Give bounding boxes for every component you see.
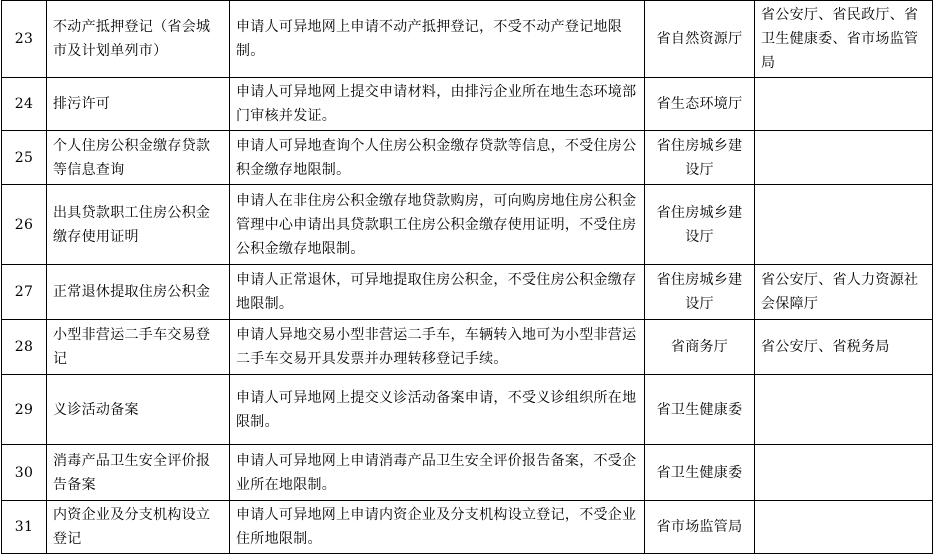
- row-number: 23: [2, 1, 47, 78]
- cooperating-departments: [755, 445, 933, 501]
- cooperating-departments: 省公安厅、省税务局: [755, 320, 933, 375]
- row-number: 27: [2, 265, 47, 320]
- table-row: [2, 265, 933, 320]
- lead-department: 省生态环境厅: [645, 78, 755, 131]
- lead-department: 省自然资源厅: [645, 1, 755, 78]
- row-number: 31: [2, 501, 47, 554]
- item-name: 消毒产品卫生安全评价报告备案: [47, 445, 230, 501]
- lead-department: 省市场监管局: [645, 501, 755, 554]
- item-description: 申请人异地交易小型非营运二手车，车辆转入地可为小型非营运二手车交易开具发票并办理转移登记手续。: [230, 320, 645, 375]
- item-name: 出具贷款职工住房公积金缴存使用证明: [47, 185, 230, 265]
- item-description: 申请人正常退休，可异地提取住房公积金，不受住房公积金缴存地限制。: [230, 265, 645, 320]
- row-number: 28: [2, 320, 47, 375]
- row-number: 29: [2, 375, 47, 445]
- services-table: [1, 0, 933, 554]
- lead-department: 省住房城乡建设厅: [645, 265, 755, 320]
- item-name: 正常退休提取住房公积金: [47, 265, 230, 320]
- table-row: [2, 78, 933, 131]
- item-name: 个人住房公积金缴存贷款等信息查询: [47, 131, 230, 185]
- item-name: 不动产抵押登记（省会城市及计划单列市）: [47, 1, 230, 78]
- item-description: 申请人可异地网上提交申请材料，由排污企业所在地生态环境部门审核并发证。: [230, 78, 645, 131]
- item-name: 小型非营运二手车交易登记: [47, 320, 230, 375]
- cooperating-departments: [755, 185, 933, 265]
- table-row: [2, 320, 933, 375]
- lead-department: 省卫生健康委: [645, 445, 755, 501]
- lead-department: 省卫生健康委: [645, 375, 755, 445]
- row-number: 24: [2, 78, 47, 131]
- item-description: 申请人在非住房公积金缴存地贷款购房，可向购房地住房公积金管理中心申请出具贷款职工住房公积金缴存使用证明，不受住房公积金缴存地限制。: [230, 185, 645, 265]
- table-row: [2, 445, 933, 501]
- item-name: 排污许可: [47, 78, 230, 131]
- lead-department: 省商务厅: [645, 320, 755, 375]
- item-description: 申请人可异地网上申请不动产抵押登记，不受不动产登记地限制。: [230, 1, 645, 78]
- item-description: 申请人可异地查询个人住房公积金缴存贷款等信息，不受住房公积金缴存地限制。: [230, 131, 645, 185]
- lead-department: 省住房城乡建设厅: [645, 185, 755, 265]
- cooperating-departments: [755, 78, 933, 131]
- cooperating-departments: 省公安厅、省民政厅、省卫生健康委、省市场监管局: [755, 1, 933, 78]
- lead-department: 省住房城乡建设厅: [645, 131, 755, 185]
- row-number: 25: [2, 131, 47, 185]
- item-description: 申请人可异地网上申请消毒产品卫生安全评价报告备案，不受企业所在地限制。: [230, 445, 645, 501]
- table-row: [2, 131, 933, 185]
- cooperating-departments: [755, 501, 933, 554]
- cooperating-departments: 省公安厅、省人力资源社会保障厅: [755, 265, 933, 320]
- cooperating-departments: [755, 375, 933, 445]
- table-row: [2, 501, 933, 554]
- item-description: 申请人可异地网上申请内资企业及分支机构设立登记，不受企业住所地限制。: [230, 501, 645, 554]
- item-description: 申请人可异地网上提交义诊活动备案申请，不受义诊组织所在地限制。: [230, 375, 645, 445]
- table-row: [2, 375, 933, 445]
- cooperating-departments: [755, 131, 933, 185]
- row-number: 30: [2, 445, 47, 501]
- item-name: 义诊活动备案: [47, 375, 230, 445]
- table-row: [2, 185, 933, 265]
- item-name: 内资企业及分支机构设立登记: [47, 501, 230, 554]
- table-row: [2, 1, 933, 78]
- row-number: 26: [2, 185, 47, 265]
